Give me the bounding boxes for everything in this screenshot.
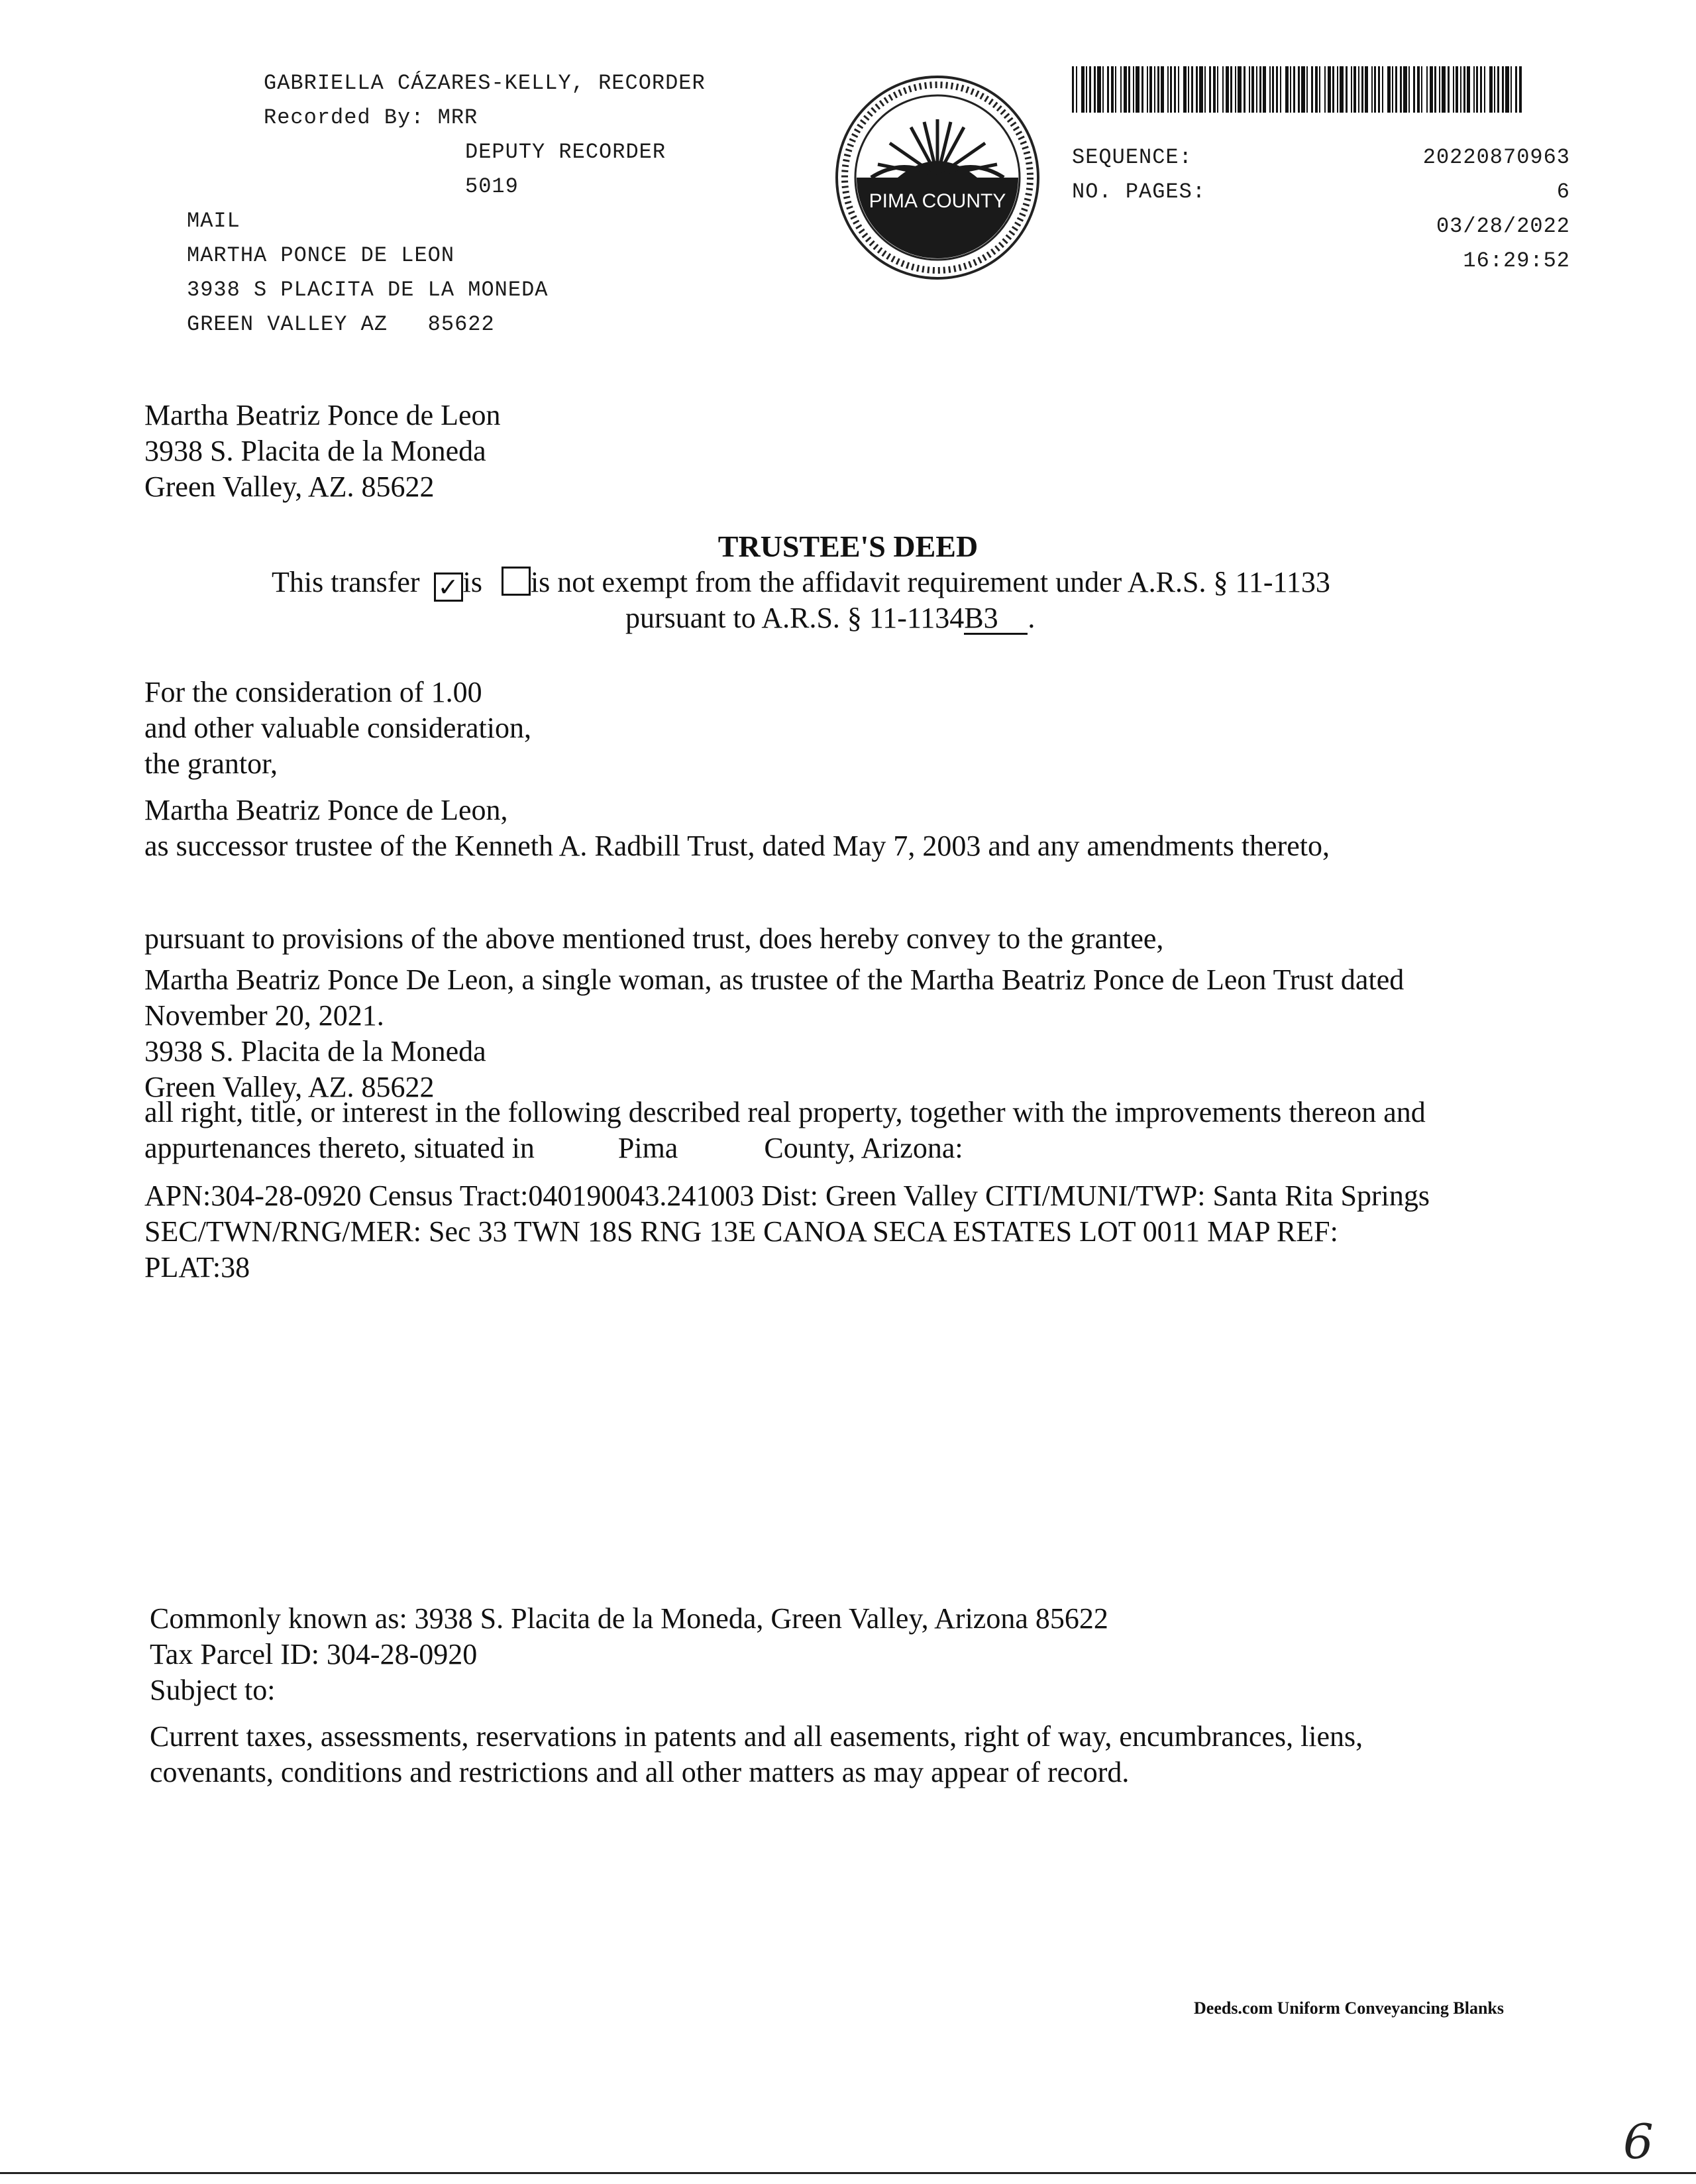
barcode-bar	[1403, 66, 1407, 113]
barcode-bar	[1161, 66, 1164, 113]
barcode-bar	[1505, 66, 1509, 113]
return-street: 3938 S. Placita de la Moneda	[144, 435, 486, 467]
barcode-bar	[1519, 66, 1522, 113]
barcode-bar	[1102, 66, 1104, 113]
barcode-bar	[1374, 66, 1376, 113]
barcode-bar	[1502, 66, 1504, 113]
encumbrances	[150, 1719, 1363, 1790]
barcode-bar	[1222, 66, 1224, 113]
barcode-bar	[1408, 66, 1410, 113]
mail-label: MAIL	[187, 209, 240, 233]
document-title: TRUSTEE'S DEED	[717, 529, 979, 563]
barcode-bar	[1351, 66, 1352, 113]
barcode-bar	[1510, 66, 1512, 113]
barcode-bar	[1183, 66, 1187, 113]
convey-text: pursuant to provisions of the above mentioned trust, does hereby convey to the grantee,	[144, 922, 1164, 955]
barcode-bar	[1204, 66, 1206, 113]
barcode-bar	[1378, 66, 1380, 113]
barcode-bar	[1154, 66, 1155, 113]
consideration-block	[144, 675, 531, 782]
barcode-bar	[1460, 66, 1461, 113]
record-time: 16:29:52	[1463, 248, 1570, 273]
county-name: Pima	[617, 1132, 678, 1164]
sequence-value: 20220870963	[1422, 145, 1570, 170]
grantor-capacity: as successor trustee of the Kenneth A. Radbill Trust, dated May 7, 2003 and any amendments thereto,	[144, 830, 1330, 862]
deputy-recorder: DEPUTY RECORDER	[465, 140, 666, 164]
pursuant-suffix: .	[1028, 602, 1035, 634]
return-city: Green Valley, AZ. 85622	[144, 470, 435, 503]
barcode-bar	[1136, 66, 1140, 113]
legal-line1: APN:304-28-0920 Census Tract:040190043.241003 Dist: Green Valley CITI/MUNI/TWP: Santa Rita Springs	[144, 1179, 1430, 1212]
barcode-bar	[1298, 66, 1300, 113]
barcode-bar	[1235, 66, 1236, 113]
barcode-bar	[1072, 66, 1074, 113]
barcode-bar	[1097, 66, 1101, 113]
pages-label: NO. PAGES:	[1072, 180, 1206, 204]
barcode-bar	[1191, 66, 1193, 113]
barcode-bar	[1332, 66, 1334, 113]
barcode-bar	[1269, 66, 1271, 113]
barcode-bar	[1337, 66, 1338, 113]
barcode-bar	[1213, 66, 1216, 113]
recorded-by-value: MRR	[437, 105, 478, 130]
barcode-bar	[1494, 66, 1495, 113]
barcode-bar	[1157, 66, 1159, 113]
record-date: 03/28/2022	[1436, 214, 1570, 239]
barcode-bar	[1413, 66, 1415, 113]
pursuant-line	[625, 600, 1035, 636]
barcode-bar	[1489, 66, 1493, 113]
barcode-bar	[1076, 66, 1077, 113]
barcode-bar	[1094, 66, 1096, 113]
barcode-bar	[1263, 66, 1266, 113]
grantor-label: the grantor,	[144, 747, 278, 780]
barcode-bar	[1358, 66, 1359, 113]
barcode-bar	[1147, 66, 1148, 113]
grantee-city: Green Valley, AZ. 85622	[144, 1071, 435, 1103]
barcode-bar	[1167, 66, 1169, 113]
is-label: is	[462, 566, 482, 598]
barcode-bar	[1430, 66, 1433, 113]
other-consideration: and other valuable consideration,	[144, 712, 532, 744]
is-not-checkbox[interactable]	[502, 567, 531, 596]
barcode-bar	[1115, 66, 1116, 113]
barcode-bar	[1515, 66, 1517, 113]
transfer-exemption	[272, 565, 1330, 602]
barcode-bar	[1453, 66, 1454, 113]
legal-line3: PLAT:38	[144, 1251, 250, 1283]
barcode-bar	[1484, 66, 1485, 113]
barcode-bar	[1361, 66, 1363, 113]
barcode-bar	[1293, 66, 1295, 113]
recorded-by: Recorded By: MRR	[264, 105, 478, 130]
barcode-bar	[1141, 66, 1143, 113]
barcode-bar	[1448, 66, 1450, 113]
barcode-bar	[1259, 66, 1261, 113]
deputy-number: 5019	[465, 174, 519, 199]
deputy-block	[465, 135, 666, 204]
pursuant-prefix: pursuant to A.R.S. § 11-1134	[625, 602, 965, 634]
barcode-bar	[1426, 66, 1428, 113]
grantee-line1: Martha Beatriz Ponce De Leon, a single woman, as trustee of the Martha Beatriz Ponce de Leon Trust dated	[144, 963, 1404, 996]
county-seal	[825, 72, 1050, 284]
barcode-bar	[1473, 66, 1475, 113]
encumbrances-line2: covenants, conditions and restrictions and all other matters as may appear of record.	[150, 1756, 1130, 1788]
commonly-known: Commonly known as: 3938 S. Placita de la Moneda, Green Valley, Arizona 85622	[150, 1602, 1108, 1635]
mail-name: MARTHA PONCE DE LEON	[187, 243, 455, 268]
barcode-bar	[1111, 66, 1114, 113]
rights-line2: appurtenances thereto, situated in Pima County, Arizona:	[144, 1132, 963, 1164]
barcode-bar	[1346, 66, 1348, 113]
barcode-bar	[1421, 66, 1422, 113]
barcode-bar	[1196, 66, 1198, 113]
barcode-bar	[1174, 66, 1176, 113]
barcode-bar	[1272, 66, 1274, 113]
barcode-bar	[1124, 66, 1127, 113]
barcode-bar	[1365, 66, 1368, 113]
barcode-bar	[1324, 66, 1326, 113]
consideration: For the consideration of 1.00	[144, 676, 482, 708]
barcode-bar	[1395, 66, 1397, 113]
rights-block	[144, 1095, 1426, 1166]
barcode-bar	[1285, 66, 1289, 113]
barcode-bar	[1226, 66, 1229, 113]
legal-line2: SEC/TWN/RNG/MER: Sec 33 TWN 18S RNG 13E CANOA SECA ESTATES LOT 0011 MAP REF:	[144, 1215, 1338, 1248]
barcode-bar	[1089, 66, 1091, 113]
barcode-bar	[1230, 66, 1232, 113]
property-info	[150, 1601, 1108, 1708]
barcode-bar	[1497, 66, 1499, 113]
barcode-bar	[1086, 66, 1087, 113]
barcode-bar	[1170, 66, 1172, 113]
barcode-bar	[1128, 66, 1130, 113]
barcode-bar	[1480, 66, 1482, 113]
barcode-bar	[1178, 66, 1179, 113]
barcode-bar	[1315, 66, 1318, 113]
mail-street: 3938 S PLACITA DE LA MONEDA	[187, 278, 549, 302]
barcode-bar	[1463, 66, 1465, 113]
pursuant-code: B3	[964, 604, 1028, 635]
sequence-label: SEQUENCE:	[1072, 145, 1192, 170]
barcode-bar	[1319, 66, 1320, 113]
grantee-block	[144, 962, 1404, 1105]
footer-credit: Deeds.com Uniform Conveyancing Blanks	[1194, 1998, 1505, 2018]
grantee-line2: November 20, 2021.	[144, 999, 384, 1032]
barcode-bar	[1217, 66, 1218, 113]
barcode-bar	[1439, 66, 1440, 113]
barcode-graphic	[1072, 66, 1522, 113]
transfer-text: This transfer	[272, 566, 420, 598]
barcode-bar	[1392, 66, 1393, 113]
barcode-bar	[1133, 66, 1134, 113]
barcode-bar	[1249, 66, 1250, 113]
barcode-bar	[1209, 66, 1211, 113]
barcode-bar	[1476, 66, 1478, 113]
tax-parcel: Tax Parcel ID: 304-28-0920	[150, 1638, 478, 1670]
barcode-bar	[1340, 66, 1344, 113]
subject-to: Subject to:	[150, 1674, 276, 1706]
barcode-bar	[1387, 66, 1391, 113]
barcode-bar	[1311, 66, 1313, 113]
barcode-bar	[1199, 66, 1203, 113]
barcode-bar	[1290, 66, 1291, 113]
mail-address	[187, 204, 548, 342]
barcode-bar	[1188, 66, 1189, 113]
barcode-bar	[1467, 66, 1470, 113]
barcode-bar	[1382, 66, 1383, 113]
is-not-label: is not exempt from the affidavit requirement under A.R.S. § 11-1133	[530, 566, 1330, 598]
rights-line1: all right, title, or interest in the following described real property, together with the improvements thereon and	[144, 1096, 1426, 1128]
barcode-bar	[1276, 66, 1278, 113]
bottom-rule	[0, 2172, 1696, 2174]
barcode-bar	[1149, 66, 1152, 113]
mail-city: GREEN VALLEY AZ 85622	[187, 312, 495, 337]
barcode-bar	[1280, 66, 1281, 113]
barcode	[1072, 66, 1522, 113]
barcode-bar	[1244, 66, 1246, 113]
barcode-bar	[1256, 66, 1257, 113]
barcode-bar	[1301, 66, 1305, 113]
legal-description	[144, 1178, 1430, 1285]
grantor-name: Martha Beatriz Ponce de Leon,	[144, 794, 508, 826]
seal-text: PIMA COUNTY	[869, 190, 1006, 212]
barcode-bar	[1353, 66, 1356, 113]
barcode-bar	[1417, 66, 1420, 113]
seal-graphic	[825, 72, 1050, 284]
barcode-bar	[1107, 66, 1109, 113]
barcode-bar	[1306, 66, 1308, 113]
pages-value: 6	[1556, 180, 1570, 204]
barcode-bar	[1456, 66, 1458, 113]
barcode-bar	[1434, 66, 1436, 113]
barcode-bar	[1328, 66, 1331, 113]
barcode-bar	[1120, 66, 1122, 113]
return-name: Martha Beatriz Ponce de Leon	[144, 399, 501, 431]
recorder-header	[264, 66, 706, 135]
barcode-bar	[1442, 66, 1446, 113]
recording-info	[1072, 140, 1570, 278]
grantor-block	[144, 792, 1330, 864]
return-address	[144, 398, 501, 505]
barcode-bar	[1251, 66, 1254, 113]
page-number-mark: 6	[1623, 2114, 1654, 2169]
barcode-bar	[1238, 66, 1242, 113]
grantee-street: 3938 S. Placita de la Moneda	[144, 1035, 486, 1067]
checkmark-icon: ✓	[437, 573, 459, 602]
barcode-bar	[1371, 66, 1373, 113]
barcode-bar	[1081, 66, 1085, 113]
recorder-name: GABRIELLA CÁZARES-KELLY, RECORDER	[264, 71, 706, 95]
barcode-bar	[1400, 66, 1402, 113]
is-checkbox[interactable]	[434, 573, 463, 602]
encumbrances-line1: Current taxes, assessments, reservations in patents and all easements, right of way, encumbrances, liens,	[150, 1720, 1363, 1753]
